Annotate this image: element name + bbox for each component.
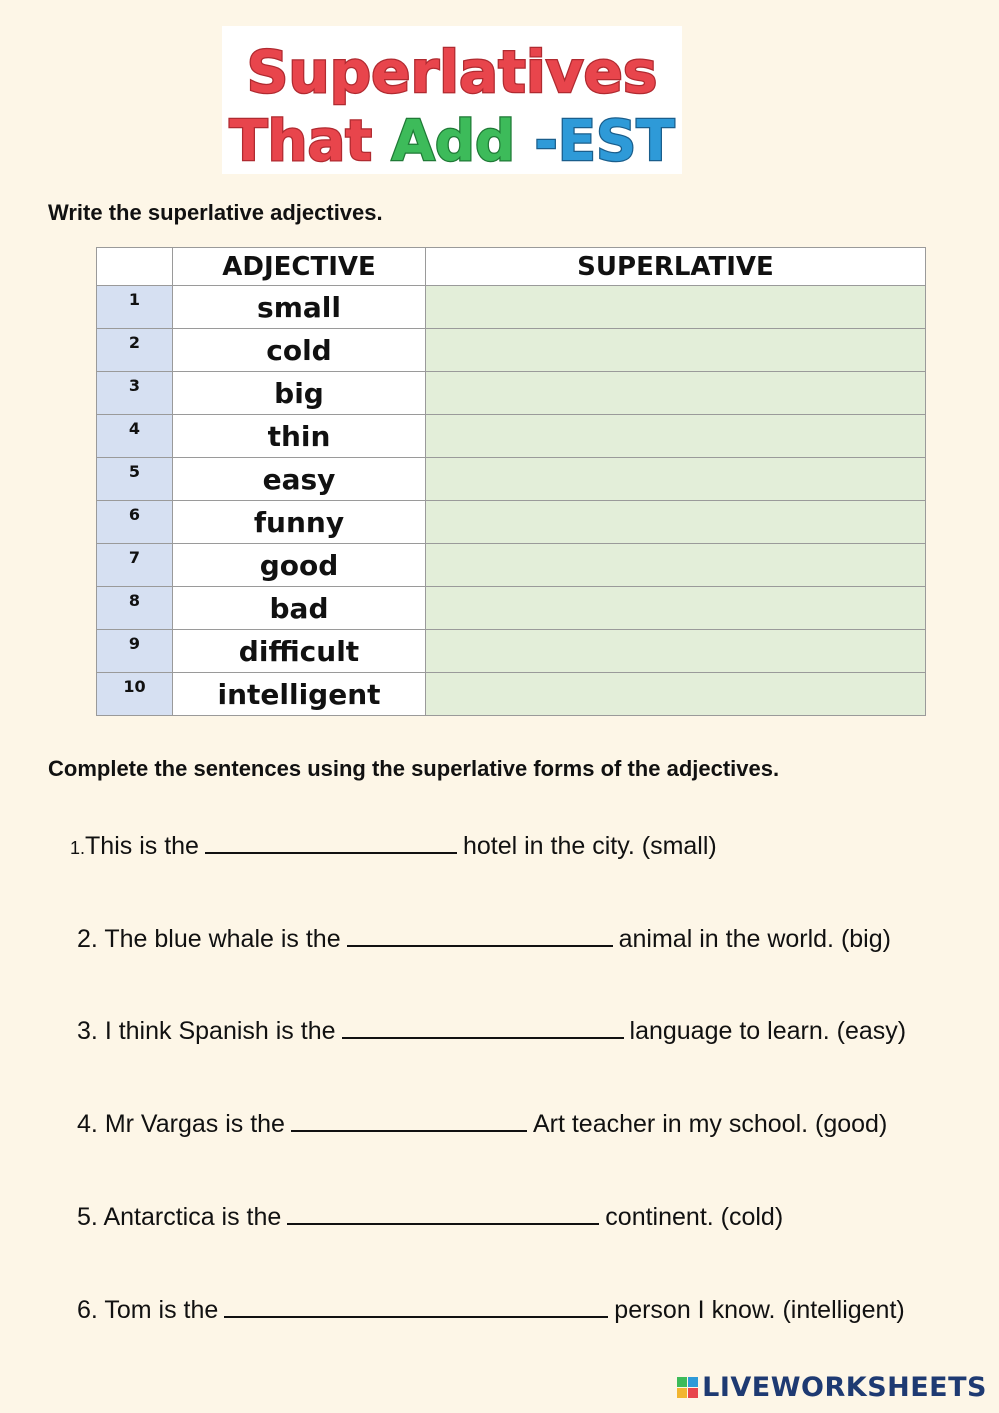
table-row — [97, 329, 926, 372]
table-header-row — [97, 248, 926, 286]
superlative-answer-field[interactable] — [426, 673, 926, 716]
table-row — [97, 673, 926, 716]
sentence-after: hotel in the city. (small) — [462, 832, 717, 860]
instruction-table: Write the superlative adjectives. — [48, 200, 383, 225]
sentence-1 — [70, 832, 717, 861]
row-number: 6 — [97, 501, 173, 544]
adjective-cell: thin — [173, 415, 426, 458]
answer-blank[interactable] — [224, 1296, 608, 1318]
instruction-sentences: Complete the sentences using the superlative forms of the adjectives. — [48, 756, 780, 781]
sentence-number: 3. — [77, 1017, 98, 1045]
sentence-before: Tom is the — [104, 1296, 219, 1324]
sentence-number: 6. — [77, 1296, 98, 1324]
answer-blank[interactable] — [342, 1017, 624, 1039]
table-row — [97, 501, 926, 544]
superlative-answer-field[interactable] — [426, 544, 926, 587]
sentence-5 — [77, 1203, 783, 1232]
sentence-before: I think Spanish is the — [104, 1017, 336, 1045]
logo-line-1: Superlatives — [246, 38, 658, 106]
adjective-cell: big — [173, 372, 426, 415]
row-number: 1 — [97, 286, 173, 329]
liveworksheets-brand — [677, 1372, 987, 1403]
table-row — [97, 458, 926, 501]
table-row — [97, 372, 926, 415]
sentence-after: continent. (cold) — [605, 1203, 784, 1231]
header-superlative: SUPERLATIVE — [426, 248, 926, 286]
row-number: 2 — [97, 329, 173, 372]
superlative-answer-field[interactable] — [426, 587, 926, 630]
superlative-answer-field[interactable] — [426, 286, 926, 329]
logo-word-est: -EST — [534, 109, 675, 174]
adjective-cell: intelligent — [173, 673, 426, 716]
sentence-2 — [77, 925, 891, 954]
adjective-cell: easy — [173, 458, 426, 501]
sentence-4 — [77, 1110, 887, 1139]
adjective-cell: bad — [173, 587, 426, 630]
row-number: 7 — [97, 544, 173, 587]
sentence-after: person I know. (intelligent) — [614, 1296, 905, 1324]
sentence-after: language to learn. (easy) — [629, 1017, 907, 1045]
sentence-number: 5. — [77, 1203, 98, 1231]
sentence-before: Antarctica is the — [103, 1203, 282, 1231]
brand-name: LIVEWORKSHEETS — [702, 1372, 987, 1403]
adjective-cell: good — [173, 544, 426, 587]
sentence-3 — [77, 1017, 906, 1046]
table-row — [97, 544, 926, 587]
table-row — [97, 630, 926, 673]
superlative-answer-field[interactable] — [426, 329, 926, 372]
row-number: 8 — [97, 587, 173, 630]
row-number: 4 — [97, 415, 173, 458]
sentence-number: 1. — [70, 838, 86, 858]
logo-word-that: That — [229, 109, 373, 174]
row-number: 3 — [97, 372, 173, 415]
superlative-table — [96, 247, 926, 716]
sentence-before: This is the — [85, 832, 199, 860]
sentence-after: animal in the world. (big) — [618, 925, 891, 953]
sentence-after: Art teacher in my school. (good) — [532, 1110, 888, 1138]
adjective-cell: difficult — [173, 630, 426, 673]
table-row — [97, 286, 926, 329]
answer-blank[interactable] — [347, 925, 613, 947]
logo-word-add: Add — [391, 109, 516, 174]
adjective-cell: funny — [173, 501, 426, 544]
sentence-before: The blue whale is the — [104, 925, 341, 953]
sentence-number: 2. — [77, 925, 98, 953]
superlative-answer-field[interactable] — [426, 501, 926, 544]
header-adjective: ADJECTIVE — [173, 248, 426, 286]
row-number: 10 — [97, 673, 173, 716]
superlative-answer-field[interactable] — [426, 458, 926, 501]
sentence-before: Mr Vargas is the — [104, 1110, 285, 1138]
answer-blank[interactable] — [291, 1110, 527, 1132]
table-row — [97, 415, 926, 458]
adjective-cell: cold — [173, 329, 426, 372]
sentence-6 — [77, 1296, 905, 1325]
superlative-answer-field[interactable] — [426, 372, 926, 415]
answer-blank[interactable] — [205, 832, 457, 854]
adjective-cell: small — [173, 286, 426, 329]
title-logo — [222, 26, 682, 174]
superlative-answer-field[interactable] — [426, 630, 926, 673]
table-row — [97, 587, 926, 630]
answer-blank[interactable] — [287, 1203, 599, 1225]
row-number: 9 — [97, 630, 173, 673]
header-number — [97, 248, 173, 286]
row-number: 5 — [97, 458, 173, 501]
liveworksheets-logo-icon — [677, 1375, 699, 1401]
sentence-number: 4. — [77, 1110, 98, 1138]
superlative-answer-field[interactable] — [426, 415, 926, 458]
logo-line-2 — [229, 109, 674, 174]
